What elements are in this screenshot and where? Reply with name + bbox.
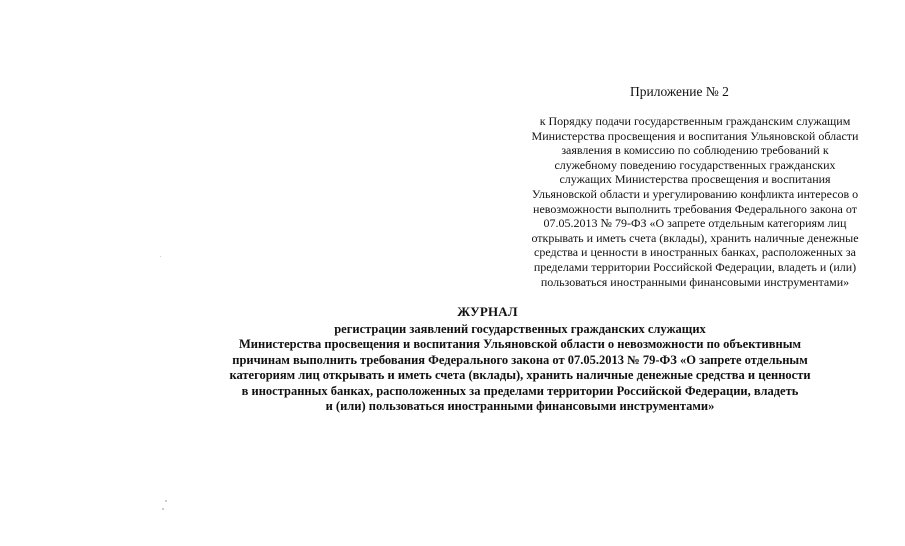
journal-line: причинам выполнить требования Федерального закона от 07.05.2013 № 79-ФЗ «О запрете отдельным (232, 352, 808, 367)
journal-line: регистрации заявлений государственных гражданских служащих (334, 322, 706, 336)
appendix-line: пределами территории Российской Федерации, владеть и (или) (533, 259, 857, 274)
appendix-line: открывать и иметь счета (вклады), хранить наличные денежные (531, 230, 859, 245)
scan-speck (165, 500, 167, 502)
journal-title: ЖУРНАЛ (457, 304, 518, 319)
appendix-line: пользоваться иностранными финансовыми инструментами» (540, 274, 850, 289)
appendix-line: к Порядку подачи государственным гражданским служащим (539, 114, 851, 128)
appendix-line: заявления в комиссию по соблюдению требований к (561, 143, 829, 158)
journal-heading (0, 304, 905, 320)
appendix-line: Ульяновской области и урегулированию конфликта интересов о (531, 186, 859, 201)
scan-speck (162, 508, 164, 510)
scan-speck (160, 256, 161, 257)
appendix-line: служебному поведению государственных гражданских (554, 157, 836, 172)
appendix-line: служащих Министерства просвещения и воспитания (559, 172, 831, 187)
journal-line: в иностранных банках, расположенных за пределами территории Российской Федерации, владеть (241, 383, 799, 398)
appendix-line: невозможности выполнить требования Федерального закона от (533, 201, 857, 216)
journal-line: Министерства просвещения и воспитания Ульяновской области о невозможности по объективным (239, 337, 801, 352)
journal-subtitle (200, 322, 840, 414)
appendix-description (520, 114, 870, 289)
appendix-title: Приложение № 2 (630, 84, 729, 99)
appendix-line: 07.05.2013 № 79-ФЗ «О запрете отдельным категориям лиц (543, 216, 847, 231)
appendix-line: Министерства просвещения и воспитания Ульяновской области (531, 128, 859, 143)
journal-line: и (или) пользоваться иностранными финансовыми инструментами» (325, 399, 715, 414)
appendix-line: средства и ценности в иностранных банках, расположенных за (534, 245, 856, 260)
journal-line: категориям лиц открывать и иметь счета (вклады), хранить наличные денежные средства и ценности (229, 368, 811, 383)
